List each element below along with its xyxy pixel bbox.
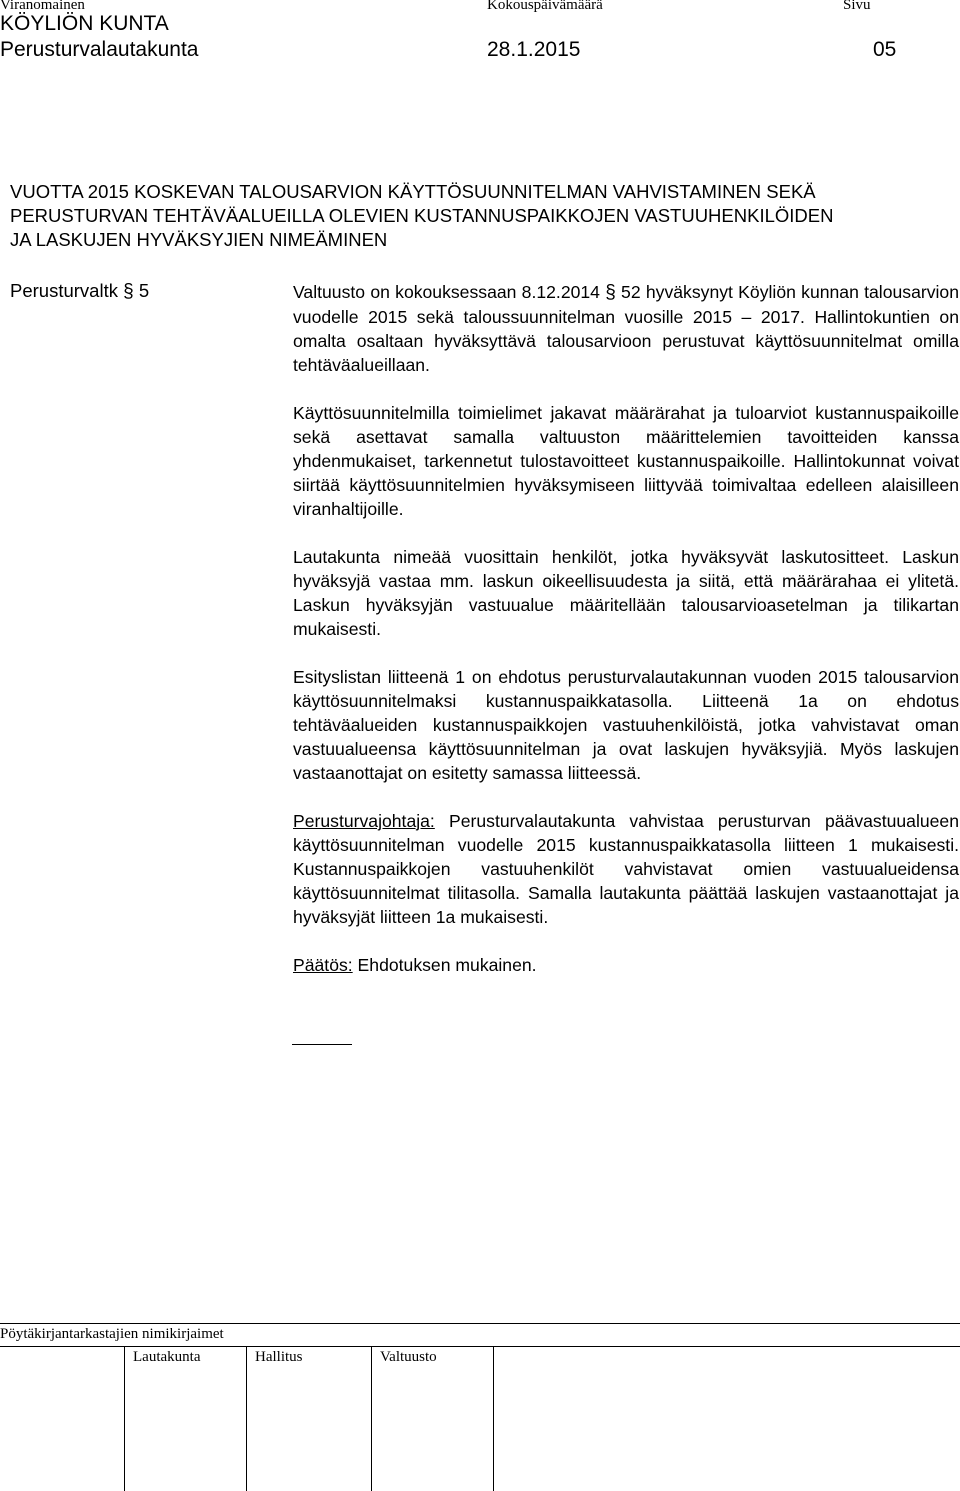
- paragraph-1-part-a: Valtuusto on kokouksessaan 8.12.2014: [293, 282, 606, 302]
- section-number: 5: [138, 280, 150, 301]
- paragraph-1-part-b: 52 hyväksynyt Köyliön kunnan talousarvion vuodelle 2015 sekä taloussuunnitelman vuosille 2015 – 2017. Hallintokuntien on omalta osaltaan hyväksyttävä talousarvioon perustuvat käyttösuunnitelmat omilla tehtäväalueillaan.: [293, 282, 959, 375]
- footer-divider-4: [493, 1346, 494, 1491]
- footer-col-lautakunta: Lautakunta: [133, 1349, 201, 1365]
- footer-col-hallitus: Hallitus: [255, 1349, 303, 1365]
- paragraph-1-section-symbol: §: [605, 282, 616, 303]
- footer-mid-rule: [0, 1346, 960, 1347]
- paragraph-4: Esityslistan liitteenä 1 on ehdotus perusturvalautakunnan vuoden 2015 talousarvion käyttösuunnitelmaksi kustannuspaikkatasolla. Liitteenä 1a on ehdotus tehtäväalueiden kustannuspaikkojen vastuuhenkilöistä, jotka vahvistavat oman vastuualueensa käyttösuunnitelman ja ovat laskujen hyväksyjiä. Myös laskujen vastaanottajat on esitetty samassa liitteessä.: [293, 667, 959, 783]
- section-label-name: Perusturvaltk: [10, 280, 118, 301]
- header-label-page: Sivu: [843, 0, 871, 13]
- section-symbol: §: [123, 281, 134, 302]
- footer-divider-3: [371, 1346, 372, 1491]
- authority-name: Perusturvalautakunta: [0, 38, 199, 61]
- document-title: VUOTTA 2015 KOSKEVAN TALOUSARVION KÄYTTÖSUUNNITELMAN VAHVISTAMINEN SEKÄ PERUSTURVAN TEHTÄVÄALUEILLA OLEVIEN KUSTANNUSPAIKKOJEN VASTUUHENKILÖIDEN JA LASKUJEN HYVÄKSYJIEN NIMEÄMINEN: [10, 181, 834, 250]
- decision-text: Ehdotuksen mukainen.: [352, 955, 537, 975]
- signature-line: [292, 1044, 352, 1045]
- header-label-date: Kokouspäivämäärä: [487, 0, 603, 13]
- decision-label: Päätös:: [293, 955, 353, 975]
- proposal-text: Perusturvalautakunta vahvistaa perusturvan päävastuualueen käyttösuunnitelman vuodelle 2015 kustannuspaikkatasolla liitteen 1 mukaisesti. Kustannuspaikkojen vastuuhenkilöt vahvistavat omien vastuualueidensa käyttösuunnitelmat tilitasolla. Samalla lautakunta päättää laskujen vastaanottajat ja hyväksyjät liitteen 1a mukaisesti.: [293, 811, 959, 927]
- document-body: [293, 280, 959, 977]
- footer-divider-2: [246, 1346, 247, 1491]
- header-label-authority: Viranomainen: [0, 0, 85, 13]
- meeting-date: 28.1.2015: [487, 38, 581, 61]
- paragraph-decision: [293, 953, 959, 977]
- proposal-label: Perusturvajohtaja:: [293, 811, 435, 831]
- paragraph-2: Käyttösuunnitelmilla toimielimet jakavat määrärahat ja tuloarviot kustannuspaikoille sekä asettavat samalla valtuuston määrittelemien tavoitteiden kanssa yhdenmukaiset, tarkennetut tulostavoitteet kustannuspaikoille. Hallintokunnat voivat siirtää käyttösuunnitelmien hyväksymiseen liittyvää toimivaltaa edelleen alaisilleen viranhaltijoille.: [293, 403, 959, 519]
- footer-top-rule: [0, 1323, 960, 1324]
- footer-col-valtuusto: Valtuusto: [380, 1349, 437, 1365]
- paragraph-3: Lautakunta nimeää vuosittain henkilöt, jotka hyväksyvät laskutositteet. Laskun hyväksyjä vastaa mm. laskun oikeellisuudesta ja siitä, että määrärahaa ei ylitetä. Laskun hyväksyjän vastuualue määritellään talousarvioasetelman ja tilikartan mukaisesti.: [293, 547, 959, 639]
- paragraph-proposal: [293, 809, 959, 929]
- section-label: [10, 280, 149, 303]
- footer-title: Pöytäkirjantarkastajien nimikirjaimet: [0, 1326, 224, 1342]
- footer-divider-1: [124, 1346, 125, 1491]
- municipality-name: KÖYLIÖN KUNTA: [0, 12, 169, 35]
- page-number: 05: [873, 38, 897, 61]
- paragraph-1: [293, 280, 959, 377]
